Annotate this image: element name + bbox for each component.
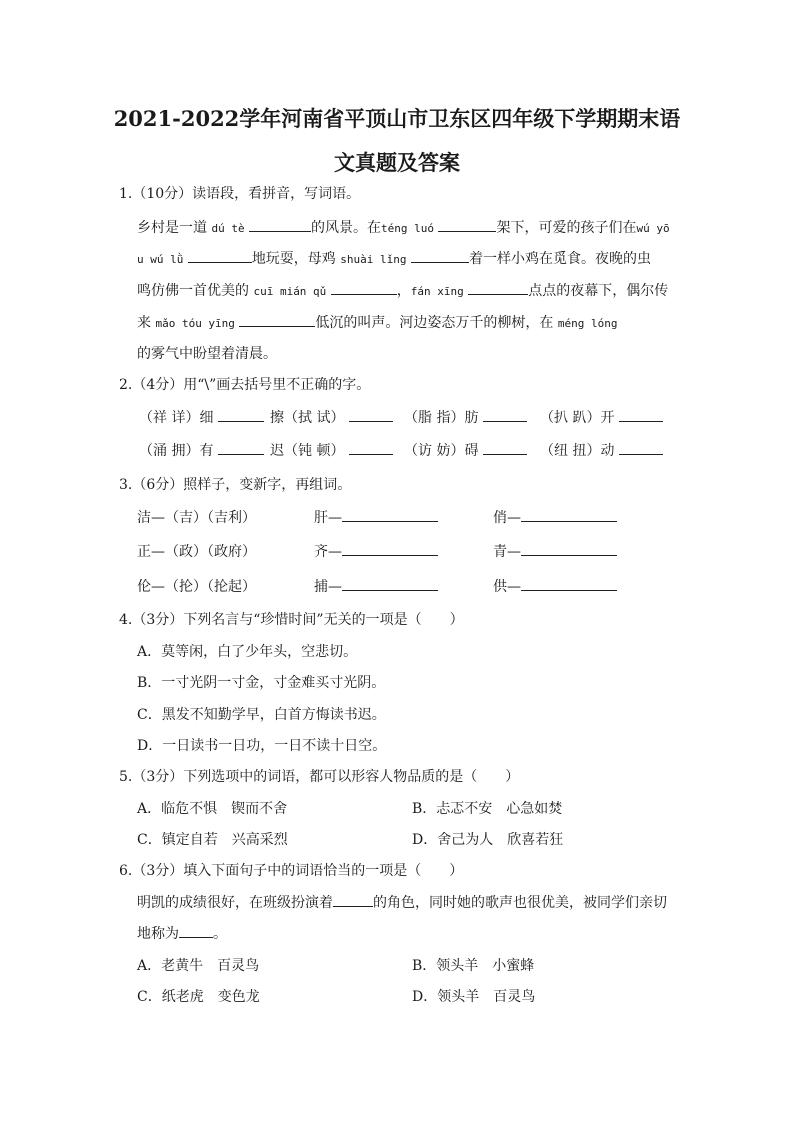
question-1-line-4 xyxy=(137,313,617,334)
q1-text: 地玩耍，母鸡 xyxy=(251,251,336,267)
question-6-heading: 6.（3分）填入下面句子中的词语恰当的一项是（ ） xyxy=(119,863,464,879)
q1-pinyin-4: shuài lǐng xyxy=(340,253,407,266)
q2-answer-blank[interactable] xyxy=(619,441,663,455)
q2-item: （涌 拥）有 xyxy=(139,441,264,461)
q6-option-d[interactable]: D．领头羊 百灵鸟 xyxy=(412,989,536,1005)
q1-pinyin-5: cuī mián qǔ xyxy=(253,285,327,298)
q1-pinyin-1: dú tè xyxy=(211,222,245,235)
q1-pinyin-2: téng luó xyxy=(381,222,435,235)
q3-item: 捕— xyxy=(314,577,438,597)
q3-item: 供— xyxy=(493,577,617,597)
question-1-line-5: 的雾气中盼望着清晨。 xyxy=(137,346,277,362)
question-5-heading: 5.（3分）下列选项中的词语，都可以形容人物品质的是（ ） xyxy=(119,769,520,785)
q1-pinyin-7: mǎo tóu yīng xyxy=(155,317,235,330)
q6-answer-blank-1[interactable] xyxy=(333,893,373,907)
q5-option-c[interactable]: C．镇定自若 兴高采烈 xyxy=(137,832,288,848)
q1-text: ， xyxy=(396,283,411,299)
q3-answer-blank[interactable] xyxy=(342,577,438,591)
q1-answer-blank-1[interactable] xyxy=(249,218,311,232)
q1-text: 的风景。在 xyxy=(311,220,382,236)
question-1-line-2 xyxy=(137,249,651,270)
question-1-line-1 xyxy=(137,218,670,239)
q6-sentence-line-2: 地称为 。 xyxy=(137,926,227,942)
q1-text: 点点的夜幕下，偶尔传 xyxy=(528,283,669,299)
q1-answer-blank-5[interactable] xyxy=(331,281,397,295)
q3-answer-blank[interactable] xyxy=(342,508,438,522)
q1-answer-blank-2[interactable] xyxy=(438,218,496,232)
q3-answer-blank[interactable] xyxy=(521,542,617,556)
q2-answer-blank[interactable] xyxy=(218,408,264,422)
q1-text: 乡村是一道 xyxy=(137,220,207,236)
q4-option-d[interactable]: D．一日读书一日功，一日不读十日空。 xyxy=(137,738,387,754)
q2-item: （扒 趴）开 xyxy=(540,408,663,428)
q2-answer-blank[interactable] xyxy=(483,441,527,455)
q1-text: 来 xyxy=(137,315,151,331)
q2-answer-blank[interactable] xyxy=(619,408,663,422)
q6-option-c[interactable]: C．纸老虎 变色龙 xyxy=(137,989,260,1005)
q2-item: 迟（钝 顿） xyxy=(270,441,393,461)
q1-text: 架下，可爱的孩子们在 xyxy=(496,220,637,236)
q3-example: 正—（政）（政府） xyxy=(137,544,256,560)
q5-option-a[interactable]: A．临危不惧 锲而不舍 xyxy=(137,801,288,817)
q2-answer-blank[interactable] xyxy=(218,441,264,455)
q1-pinyin-8: méng lóng xyxy=(557,317,618,330)
q6-answer-blank-2[interactable] xyxy=(179,924,213,938)
question-3-heading: 3.（6分）照样子，变新字，再组词。 xyxy=(119,477,352,493)
q1-text: 鸣仿佛一首优美的 xyxy=(137,283,249,299)
q3-answer-blank[interactable] xyxy=(521,508,617,522)
q4-option-b[interactable]: B．一寸光阴一寸金，寸金难买寸光阴。 xyxy=(137,675,386,691)
q6-option-a[interactable]: A．老黄牛 百灵鸟 xyxy=(137,958,260,974)
q1-answer-blank-3[interactable] xyxy=(188,249,252,263)
q1-text: 着一样小鸡在觅食。夜晚的虫 xyxy=(468,251,651,267)
q2-answer-blank[interactable] xyxy=(483,408,527,422)
q1-answer-blank-4[interactable] xyxy=(411,249,469,263)
q2-item: （祥 详）细 xyxy=(139,408,264,428)
question-2-heading: 2.（4分）用“\”画去括号里不正确的字。 xyxy=(119,377,371,393)
question-4-heading: 4.（3分）下列名言与“珍惜时间”无关的一项是（ ） xyxy=(119,612,464,628)
q1-pinyin-3b: u wú lǜ xyxy=(137,253,184,266)
q2-answer-blank[interactable] xyxy=(349,441,393,455)
q1-answer-blank-6[interactable] xyxy=(468,281,528,295)
q4-option-a[interactable]: A．莫等闲，白了少年头，空悲切。 xyxy=(137,644,358,660)
q3-example: 洁—（吉）（吉利） xyxy=(137,510,256,526)
document-title-line-1: 2021-2022学年河南省平顶山市卫东区四年级下学期期末语 xyxy=(113,106,681,131)
q1-pinyin-6: fán xīng xyxy=(410,285,464,298)
q5-option-d[interactable]: D．舍己为人 欣喜若狂 xyxy=(412,832,564,848)
q6-sentence-line-1: 明凯的成绩很好，在班级扮演着 的角色，同时她的歌声也很优美，被同学们亲切 xyxy=(137,895,667,911)
question-1-heading: 1.（10分）读语段，看拼音，写词语。 xyxy=(119,186,361,202)
q2-item: （纽 扭）动 xyxy=(540,441,663,461)
q3-item: 齐— xyxy=(314,542,438,562)
question-1-line-3 xyxy=(137,281,668,302)
q3-item: 青— xyxy=(493,542,617,562)
q3-answer-blank[interactable] xyxy=(342,542,438,556)
q3-answer-blank[interactable] xyxy=(521,577,617,591)
q3-example: 伦—（抡）（抡起） xyxy=(137,579,256,595)
q3-item: 肝— xyxy=(314,508,438,528)
q3-item: 俏— xyxy=(493,508,617,528)
q2-item: 擦（拭 试） xyxy=(270,408,393,428)
q2-item: （脂 指）肪 xyxy=(404,408,527,428)
q4-option-c[interactable]: C．黑发不知勤学早，白首方悔读书迟。 xyxy=(137,707,386,723)
q2-item: （访 妨）碍 xyxy=(404,441,527,461)
q1-text: 低沉的叫声。河边姿态万千的柳树，在 xyxy=(315,315,554,331)
q1-pinyin-3a: wú yō xyxy=(636,222,670,235)
q1-answer-blank-7[interactable] xyxy=(239,313,315,327)
q2-answer-blank[interactable] xyxy=(349,408,393,422)
q5-option-b[interactable]: B．忐忑不安 心急如焚 xyxy=(412,801,563,817)
document-title-line-2: 文真题及答案 xyxy=(334,150,460,175)
q6-option-b[interactable]: B．领头羊 小蜜蜂 xyxy=(412,958,535,974)
